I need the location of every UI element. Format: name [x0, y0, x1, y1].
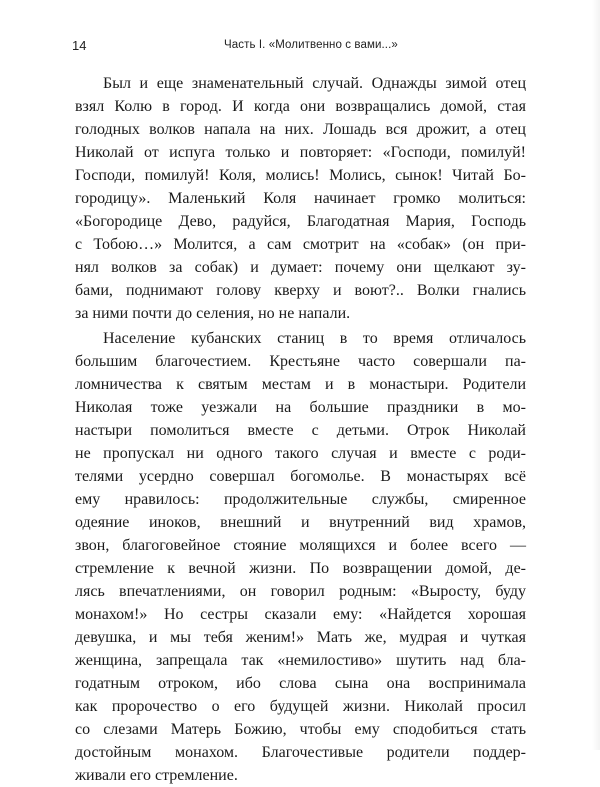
text-line: не пропускал ни одного такого случая и вместе с роди-	[75, 445, 526, 462]
paragraph-1	[75, 72, 526, 325]
text-line: за ними почти до селения, но не напали.	[75, 305, 351, 322]
text-line: ломничества к святым местам и в монастыри. Родители	[75, 376, 526, 393]
text-line: стремление к вечной жизни. По возвращении домой, де-	[75, 560, 526, 577]
text-line: Был и еще знаменательный случай. Однажды зимой отец	[103, 75, 526, 92]
text-line: «Богородице Дево, радуйся, Благодатная Мария, Господь	[75, 213, 526, 230]
text-line: звон, благоговейное стояние молящихся и более всего —	[75, 537, 526, 554]
text-line: Население кубанских станиц в то время отличалось	[103, 330, 526, 347]
page-number: 14	[72, 38, 87, 53]
running-header: Часть I. «Молитвенно с вами...»	[224, 39, 398, 51]
text-line: одеяние иноков, внешний и внутренний вид храмов,	[75, 514, 526, 531]
text-line: с Тобою…» Молится, а сам смотрит на «собак» (он при-	[75, 236, 526, 253]
text-line: Господи, помилуй! Коля, молись! Молись, сынок! Читай Бо-	[75, 167, 526, 184]
text-line: телями усердно совершал богомолье. В монастырях всё	[75, 468, 526, 485]
text-line: как пророчество о его будущей жизни. Николай просил	[75, 698, 526, 715]
page-edge-shadow	[592, 0, 600, 750]
text-line: лясь впечатлениями, он говорил родным: «Выросту, буду	[75, 583, 526, 600]
text-line: ему нравилось: продолжительные службы, смиренное	[75, 491, 526, 508]
text-line: со слезами Матерь Божию, чтобы ему сподобиться стать	[75, 721, 526, 738]
text-line: Николай от испуга только и повторяет: «Господи, помилуй!	[75, 144, 526, 161]
body-text	[75, 72, 526, 787]
text-line: девушка, и мы тебя женим!» Мать же, мудрая и чуткая	[75, 629, 526, 646]
text-line: годатным отроком, ибо слова сына она воспринимала	[75, 675, 526, 692]
text-line: Николая тоже уезжали на большие праздники в мо-	[75, 399, 526, 416]
text-line: женщина, запрещала так «немилостиво» шутить над бла-	[75, 652, 526, 669]
text-line: взял Колю в город. И когда они возвращались домой, стая	[75, 98, 526, 115]
text-line: нял волков за собак) и думает: почему они щелкают зу-	[75, 259, 526, 276]
text-line: городицу». Маленький Коля начинает громко молиться:	[75, 190, 526, 207]
text-line: большим благочестием. Крестьяне часто совершали па-	[75, 353, 526, 370]
text-line: живали его стремление.	[75, 767, 238, 784]
text-line: настыри помолиться вместе с детьми. Отрок Николай	[75, 422, 526, 439]
text-line: бами, поднимают голову кверху и воют?.. Волки гнались	[75, 282, 526, 299]
text-line: монахом!» Но сестры сказали ему: «Найдется хорошая	[75, 606, 526, 623]
text-line: голодных волков напала на них. Лошадь вся дрожит, а отец	[75, 121, 526, 138]
text-line: достойным монахом. Благочестивые родители поддер-	[75, 744, 526, 761]
paragraph-2	[75, 327, 526, 787]
